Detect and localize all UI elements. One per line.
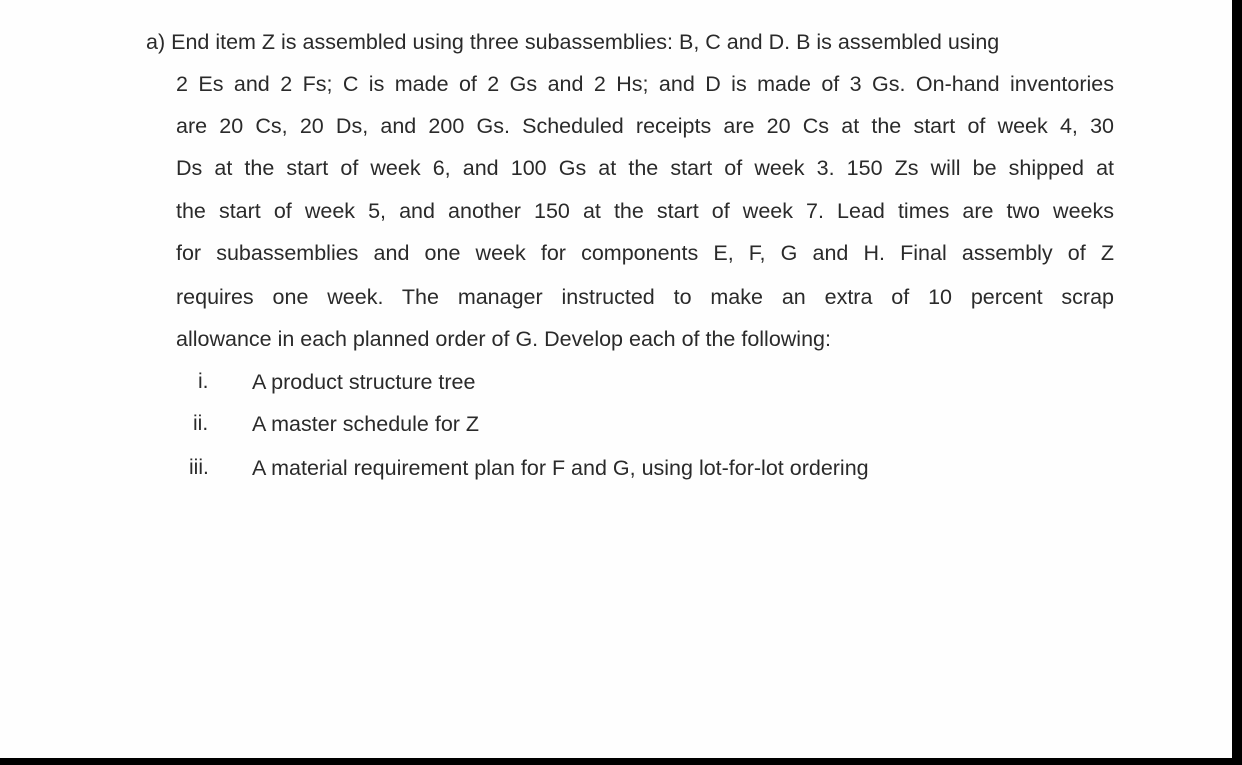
problem-label: a) [146, 30, 166, 54]
list-item-numeral: i. [198, 370, 209, 393]
problem-line-8: allowance in each planned order of G. Develop each of the following: [176, 327, 831, 351]
problem-line-6: for subassemblies and one week for components E, F, G and H. Final assembly of Z [176, 241, 1114, 265]
problem-first-line [146, 28, 999, 56]
list-item-text: A product structure tree [252, 370, 476, 394]
problem-line-1: End item Z is assembled using three subassemblies: B, C and D. B is assembled using [171, 30, 1000, 54]
problem-line-5: the start of week 5, and another 150 at the start of week 7. Lead times are two weeks [176, 199, 1114, 223]
list-item-numeral: ii. [193, 412, 209, 435]
list-item-numeral: iii. [189, 456, 209, 479]
problem-line-3: are 20 Cs, 20 Ds, and 200 Gs. Scheduled receipts are 20 Cs at the start of week 4, 30 [176, 114, 1114, 138]
problem-line-7: requires one week. The manager instructed to make an extra of 10 percent scrap [176, 285, 1114, 309]
list-item-text: A material requirement plan for F and G, using lot-for-lot ordering [252, 456, 869, 480]
problem-line-2: 2 Es and 2 Fs; C is made of 2 Gs and 2 Hs; and D is made of 3 Gs. On-hand inventories [176, 72, 1114, 96]
list-item-text: A master schedule for Z [252, 412, 480, 436]
problem-line-4: Ds at the start of week 6, and 100 Gs at the start of week 3. 150 Zs will be shipped at [176, 156, 1114, 180]
